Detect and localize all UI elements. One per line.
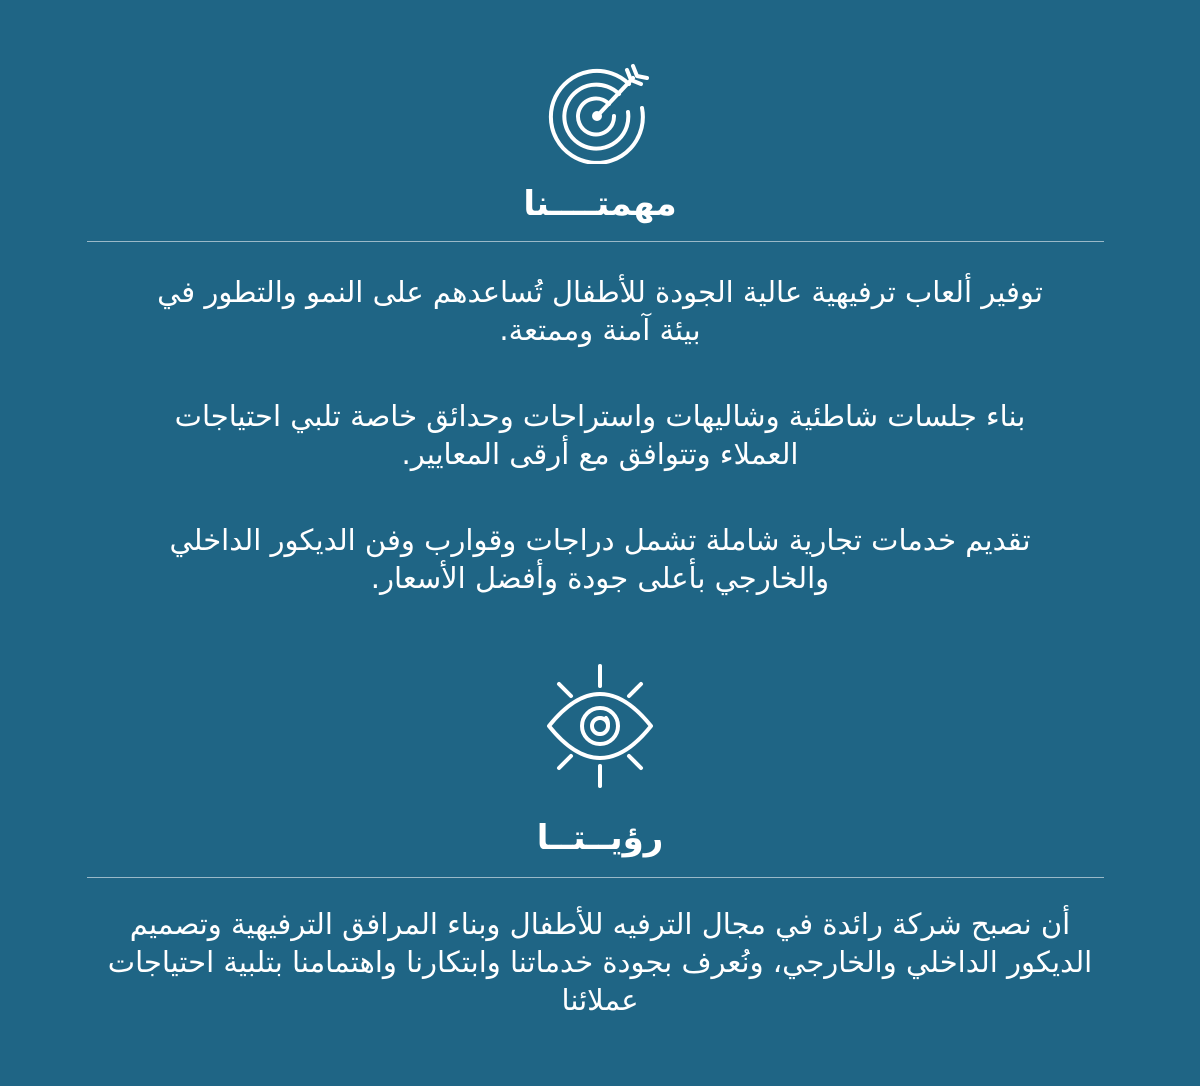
mission-divider bbox=[87, 241, 1104, 242]
eye-icon bbox=[0, 662, 1200, 788]
target-icon bbox=[0, 60, 1200, 164]
vision-divider bbox=[87, 877, 1104, 878]
vision-paragraph: أن نصبح شركة رائدة في مجال الترفيه للأطفال وبناء المرافق الترفيهية وتصميم الديكور الداخلي والخارجي، ونُعرف بجودة خدماتنا وابتكارنا واهتمامنا بتلبية احتياجات عملائنا bbox=[107, 907, 1093, 1017]
mission-title: مهمتــــنا bbox=[523, 184, 677, 224]
mission-paragraph-3: تقديم خدمات تجارية شاملة تشمل دراجات وقوارب وفن الديكور الداخلي والخارجي بأعلى جودة وأفضل الأسعار. bbox=[169, 523, 1031, 595]
mission-paragraph-2: بناء جلسات شاطئية وشاليهات واستراحات وحدائق خاصة تلبي احتياجات العملاء وتتوافق مع أرقى المعايير. bbox=[174, 399, 1026, 471]
mission-paragraph-1: توفير ألعاب ترفيهية عالية الجودة للأطفال تُساعدهم على النمو والتطور في بيئة آمنة وممتعة. bbox=[157, 275, 1043, 347]
vision-title: رؤيــتــا bbox=[536, 818, 664, 858]
